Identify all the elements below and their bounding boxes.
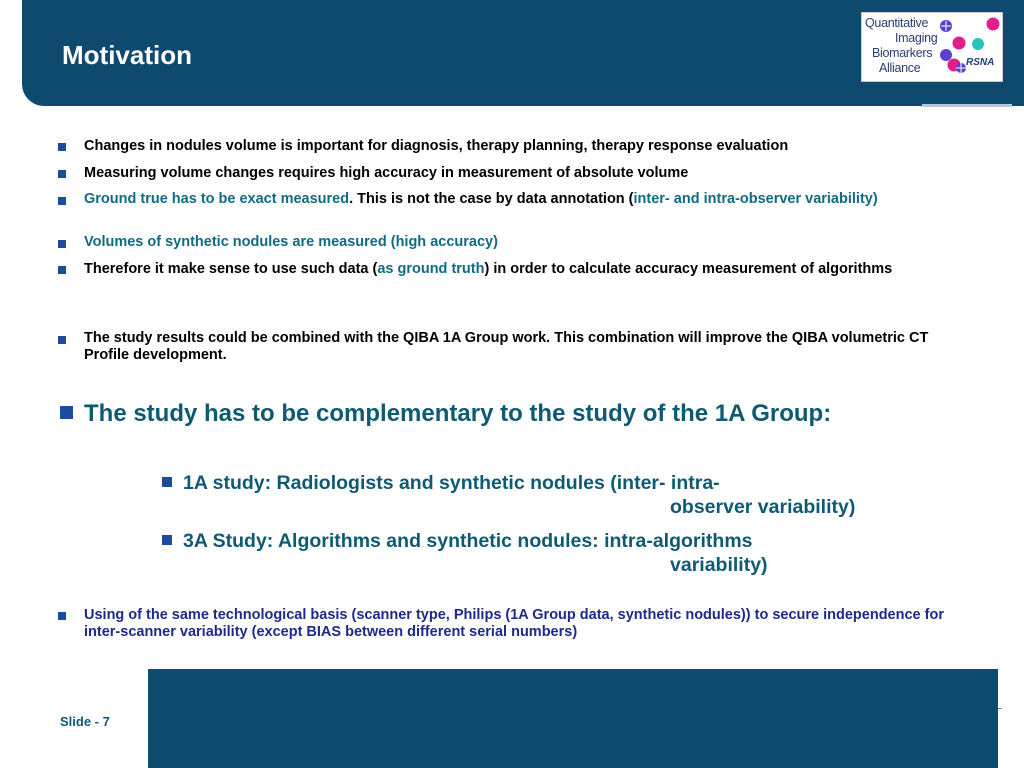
header-accent-line (922, 104, 1012, 107)
footer-panel (148, 669, 998, 768)
bullet-item-2 (84, 165, 964, 182)
bullet-marker-icon (58, 336, 66, 344)
bullet-marker-icon (58, 612, 66, 620)
logo-line-3: Biomarkers (872, 46, 933, 60)
sub-bullet-marker-icon (162, 477, 172, 487)
bullet-marker-icon (58, 170, 66, 178)
bullet-item-5 (84, 261, 964, 278)
logo-dots-icon (862, 13, 1004, 83)
bullet-text-segment: ) in order to calculate accuracy measurement of algorithms (484, 261, 893, 277)
subpoint-2-line-1: 3A Study: Algorithms and synthetic nodules: intra-algorithms (183, 530, 753, 552)
bullet-text-segment: Changes in nodules volume is important for diagnosis, therapy planning, therapy response evaluation (84, 138, 789, 154)
bullet-text-segment: . This is not the case by data annotation ( (349, 191, 634, 207)
subpoint-2-line-2: variability) (670, 554, 768, 576)
logo-line-2: Imaging (895, 31, 938, 45)
sub-bullet-marker-icon (162, 535, 172, 545)
bullet-item-3 (84, 191, 964, 208)
main-point-text: The study has to be complementary to the study of the 1A Group: (84, 400, 832, 427)
bullet-text-segment: Ground true has to be exact measured (84, 191, 350, 207)
bullet-text-segment: as ground truth (377, 261, 485, 277)
bullet-marker-icon (58, 266, 66, 274)
final-bullet-text: Using of the same technological basis (scanner type, Philips (1A Group data, synthetic nodules)) to secure independence for inter-scanner variability (except BIAS between different serial numbers) (84, 607, 944, 640)
subpoint-1 (183, 471, 903, 519)
slide-title: Motivation (62, 40, 192, 70)
bullet-text-segment: Volumes of synthetic nodules are measured (high accuracy) (84, 234, 498, 250)
subpoint-1-line-2: observer variability) (670, 496, 856, 518)
subpoint-2 (183, 529, 903, 577)
logo-line-1: Quantitative (865, 16, 929, 30)
rsna-badge: RSNA (966, 57, 995, 68)
slide-number: Slide - 7 (60, 714, 110, 729)
qiba-logo (861, 12, 1003, 82)
logo-line-4: Alliance (879, 61, 921, 75)
bullet-item-6 (84, 330, 944, 364)
bullet-marker-icon (58, 197, 66, 205)
bullet-item-1 (84, 138, 964, 155)
bullet-text-segment: Therefore it make sense to use such data ( (84, 261, 378, 277)
footer-mark (998, 708, 1002, 709)
bullet-item-4 (84, 234, 964, 251)
bullet-text-segment: inter- and intra-observer variability) (633, 191, 878, 207)
main-bullet-marker-icon (60, 406, 73, 419)
bullet-marker-icon (58, 240, 66, 248)
bullet-text-segment: Measuring volume changes requires high accuracy in measurement of absolute volume (84, 165, 689, 181)
subpoint-1-line-1: 1A study: Radiologists and synthetic nodules (inter- intra- (183, 472, 720, 494)
bullet-marker-icon (58, 143, 66, 151)
bullet-text-segment: The study results could be combined with the QIBA 1A Group work. This combination will improve the QIBA volumetric CT Profile development. (84, 330, 929, 363)
